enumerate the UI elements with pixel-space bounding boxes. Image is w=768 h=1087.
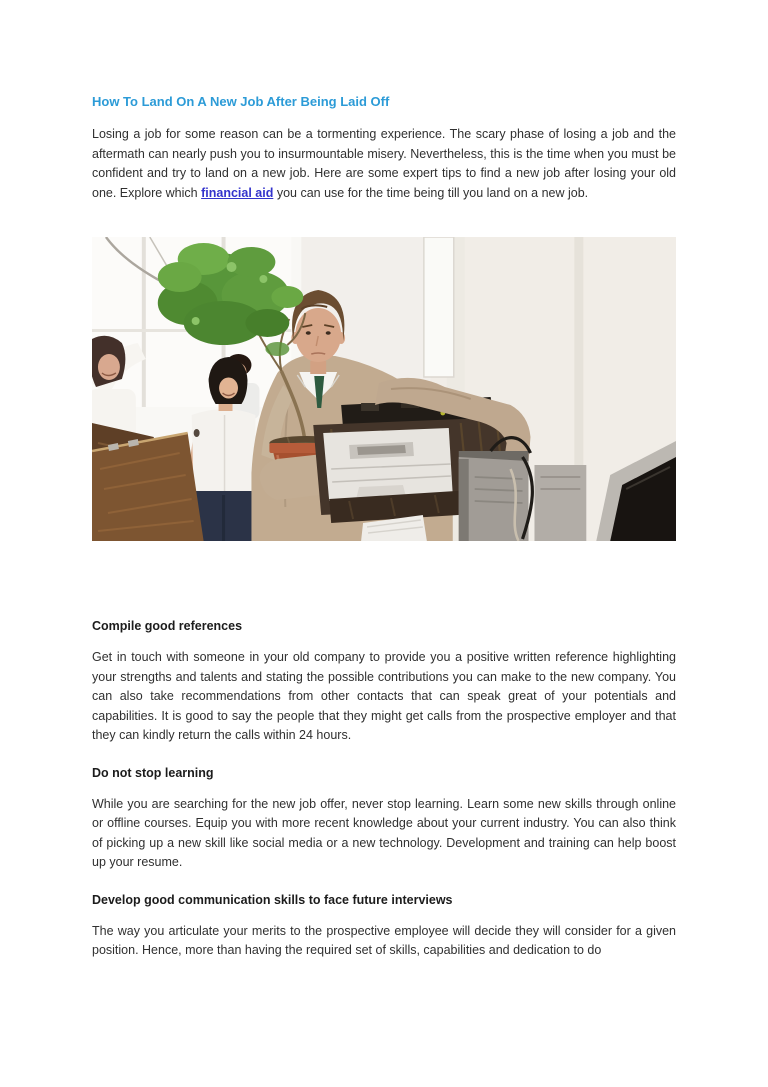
section-heading-communication: Develop good communication skills to face future interviews <box>92 892 453 907</box>
section-body-communication: The way you articulate your merits to the prospective employee will decide they will consider for a given position. Hence, more than having the required set of skills, capabilities and dedication to do <box>92 923 676 957</box>
document-content <box>92 0 676 961</box>
wooden-cabinet <box>92 423 204 541</box>
article-photo <box>92 237 676 541</box>
intro-text-before: Losing a job for some reason can be a tormenting experience. The scary phase of losing a job and the aftermath can nearly push you to insurmountable misery. Nevertheless, this is the time when you must be confident and try to land on a new job. Here are some expert tips to find a new job after losing your old one. Explore which <box>92 127 676 200</box>
section-body-references: Get in touch with someone in your old company to provide you a positive written reference highlighting your strengths and talents and stating the possible contributions you can make to the new company. You can also take recommendations from other contacts that can speak great of your potentials and capabilities. It is good to say the people that they might get calls from the prospective employer and that they can kindly return the calls within 24 hours. <box>92 650 676 742</box>
financial-aid-link[interactable]: financial aid <box>201 185 274 200</box>
section-body-learning: While you are searching for the new job offer, never stop learning. Learn some new skills through online or offline courses. Equip you with more recent knowledge about your current industry. You can also think of picking up a new skill like social media or a new technology. Development and training can help boost up your resume. <box>92 796 676 869</box>
section-heading-references: Compile good references <box>92 619 243 633</box>
intro-paragraph <box>92 125 676 203</box>
section-heading-learning: Do not stop learning <box>92 765 214 780</box>
page-title: How To Land On A New Job After Being Laid Off <box>92 94 390 109</box>
intro-text-after: you can use for the time being till you land on a new job. <box>273 185 589 200</box>
office-photo-illustration <box>92 237 676 541</box>
